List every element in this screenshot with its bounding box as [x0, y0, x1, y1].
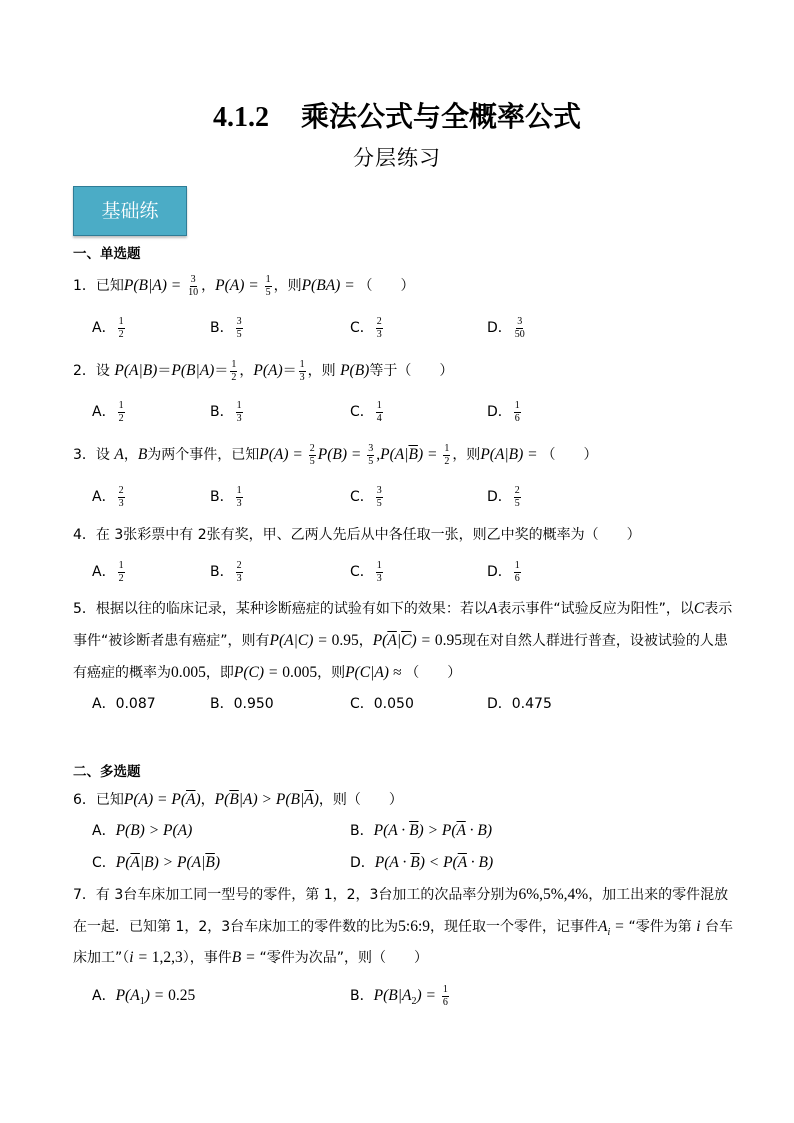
math-complement-letter: $\overline{B}$ — [409, 822, 419, 839]
section-number: 4.1.2 — [212, 102, 269, 133]
text-run: ， — [239, 363, 254, 379]
text-run: A． — [92, 404, 116, 420]
fraction — [236, 401, 243, 424]
math-complement-letter: $\overline{A}$ — [130, 854, 140, 871]
question-5-line-1 — [73, 597, 732, 621]
section-heading-single-choice: 一、单选题 — [73, 246, 141, 262]
title-text: 乘法公式与全概率公式 — [300, 101, 581, 132]
fraction-numerator: 1 — [236, 484, 242, 496]
option-a — [92, 399, 127, 425]
math-expression: P(A · — [373, 822, 410, 839]
fraction-numerator: 1 — [118, 315, 124, 327]
fraction — [265, 275, 272, 298]
text-run: C． — [350, 320, 374, 336]
math-number: 0.25 — [168, 987, 196, 1004]
math-number: 6%,5%,4% — [518, 886, 589, 903]
fraction — [514, 401, 521, 424]
text-run: 事件“被诊断者患有癌症”，则有 — [73, 633, 270, 649]
option-b — [350, 818, 492, 844]
fraction-denominator: 3 — [299, 371, 305, 383]
question-6-options-row-2 — [73, 850, 733, 876]
section-heading-multiple-choice: 二、多选题 — [73, 764, 141, 780]
text-run: B．0.950 — [210, 696, 274, 712]
fraction-numerator: 3 — [236, 315, 242, 327]
text-run: 7．有 3台车床加工同一型号的零件，第 1，2，3台加工的次品率分别为 — [73, 887, 519, 903]
math-expression: P(A — [115, 987, 140, 1004]
fraction — [376, 561, 383, 584]
fraction-denominator: 5 — [265, 286, 271, 298]
fraction — [514, 561, 521, 584]
fraction-numerator: 3 — [368, 442, 374, 454]
math-expression: ) — [195, 791, 201, 808]
fraction-denominator: 5 — [376, 497, 382, 509]
option-b — [210, 559, 245, 585]
math-expression: P(C) = — [233, 664, 283, 681]
text-run: ，则 — [317, 665, 346, 681]
math-expression: P(A|B) — [114, 362, 158, 379]
math-expression: P(B|A) = — [123, 277, 186, 294]
text-run: ，即 — [205, 665, 234, 681]
text-run: ＝ — [157, 363, 172, 379]
option-a — [92, 983, 195, 1009]
option-d — [350, 850, 493, 876]
question-5-line-2 — [73, 629, 728, 653]
fraction-numerator: 3 — [376, 484, 382, 496]
math-expression: P(A| — [380, 446, 409, 463]
option-d — [487, 559, 523, 585]
option-a — [92, 818, 192, 844]
math-complement-letter: $\overline{B}$ — [408, 446, 418, 463]
text-run: （ ） — [358, 278, 415, 294]
math-expression: ) — [214, 854, 220, 871]
fraction-denominator: 3 — [236, 412, 242, 424]
option-b — [210, 484, 245, 510]
text-run: A． — [92, 988, 116, 1004]
math-complement-letter: $\overline{A}$ — [304, 791, 314, 808]
text-run: ， — [358, 633, 373, 649]
fraction — [299, 360, 306, 383]
text-run: ），事件 — [182, 950, 232, 966]
fraction-numerator: 1 — [299, 358, 305, 370]
fraction-denominator: 50 — [514, 328, 525, 340]
text-run: ，则 — [273, 278, 302, 294]
math-subscript: 2 — [411, 995, 417, 1007]
math-expression: P(B|A) — [171, 362, 215, 379]
text-run: B． — [210, 404, 234, 420]
fraction — [230, 360, 237, 383]
math-subscript: i — [607, 926, 611, 938]
question-1-options — [73, 315, 733, 341]
page-subtitle: 分层练习 — [353, 146, 441, 170]
question-4-options — [73, 559, 733, 585]
fraction — [514, 317, 526, 340]
text-run: ， — [201, 278, 216, 294]
fraction-numerator: 2 — [236, 559, 242, 571]
text-run: A． — [92, 320, 116, 336]
option-b — [210, 691, 274, 717]
fraction-denominator: 5 — [309, 455, 315, 467]
question-7-line-1 — [73, 883, 728, 907]
option-d — [487, 399, 523, 425]
text-run: B． — [210, 564, 234, 580]
fraction-numerator: 1 — [376, 399, 382, 411]
fraction-denominator: 2 — [118, 412, 124, 424]
fraction-denominator: 5 — [236, 328, 242, 340]
fraction-numerator: 2 — [376, 315, 382, 327]
math-expression: |A) > P(B| — [238, 791, 305, 808]
math-expression: · B) — [466, 854, 494, 871]
fraction — [187, 275, 199, 298]
fraction — [442, 985, 449, 1008]
fraction-denominator: 2 — [118, 328, 124, 340]
option-a — [92, 484, 127, 510]
fraction — [236, 317, 243, 340]
fraction — [309, 444, 316, 467]
question-3-options — [73, 484, 733, 510]
fraction — [376, 486, 383, 509]
question-1-line-1 — [73, 274, 415, 298]
option-a — [92, 691, 156, 717]
fraction-denominator: 6 — [514, 412, 520, 424]
math-expression: A — [487, 600, 498, 617]
question-4-line-1 — [73, 523, 641, 547]
text-run: B． — [210, 320, 234, 336]
text-run: 表示事件“试验反应为阳性”，以 — [497, 601, 694, 617]
fraction-numerator: 1 — [514, 399, 520, 411]
math-expression: P(A) = — [259, 446, 307, 463]
fraction-numerator: 1 — [236, 399, 242, 411]
text-run: ＝ — [214, 363, 229, 379]
math-expression: = — [610, 918, 629, 935]
option-d — [487, 315, 528, 341]
option-b — [350, 983, 451, 1009]
text-run: 表示 — [704, 601, 733, 617]
fraction-denominator: 3 — [236, 497, 242, 509]
text-run: （ ） — [541, 447, 598, 463]
fraction-denominator: 3 — [118, 497, 124, 509]
option-c — [350, 399, 385, 425]
question-6-line-1 — [73, 788, 403, 812]
page-title — [0, 100, 794, 135]
text-run: C． — [350, 564, 374, 580]
text-run: 现在对自然人群进行普查，设被试验的人患 — [461, 633, 728, 649]
fraction-numerator: 1 — [118, 399, 124, 411]
math-expression: A — [598, 918, 608, 935]
text-run: 1．已知 — [73, 278, 124, 294]
fraction-numerator: 1 — [514, 559, 520, 571]
question-6-options-row-1 — [73, 818, 733, 844]
question-5-options — [73, 691, 733, 717]
question-5-line-3 — [73, 661, 461, 685]
option-c — [350, 691, 414, 717]
option-a — [92, 559, 127, 585]
question-2-line-1 — [73, 359, 453, 383]
fraction-denominator: 5 — [514, 497, 520, 509]
fraction-denominator: 2 — [118, 572, 124, 584]
text-run: D． — [487, 320, 512, 336]
math-number: 0.005 — [282, 664, 318, 681]
math-complement-letter: $\overline{C}$ — [401, 632, 412, 649]
fraction-denominator: 6 — [514, 572, 520, 584]
math-expression: ) = — [416, 987, 440, 1004]
text-run: ， — [200, 792, 215, 808]
option-c — [350, 484, 385, 510]
fraction-denominator: 2 — [444, 455, 450, 467]
question-7-line-2 — [73, 915, 733, 939]
math-expression: |B) > P(A| — [139, 854, 206, 871]
fraction-numerator: 3 — [517, 315, 523, 327]
question-3-line-1 — [73, 443, 598, 467]
question-7-options — [73, 983, 733, 1009]
fraction-denominator: 3 — [376, 328, 382, 340]
math-expression: B = — [231, 949, 260, 966]
math-number: 0.005 — [171, 664, 206, 681]
text-run: C． — [350, 404, 374, 420]
fraction-denominator: 3 — [236, 572, 242, 584]
fraction-denominator: 2 — [231, 371, 237, 383]
fraction-denominator: 3 — [376, 572, 382, 584]
math-expression: · B) — [465, 822, 493, 839]
text-run: ，加工出来的零件混放 — [588, 887, 729, 903]
text-run: 为两个事件，已知 — [147, 447, 260, 463]
math-expression: i — [696, 918, 701, 935]
math-expression: P(B) > P(A) — [115, 822, 193, 839]
text-run: ，则 — [307, 363, 341, 379]
math-number: 0.95 — [331, 632, 359, 649]
math-expression: P(A) = — [215, 277, 263, 294]
math-expression: ) = — [417, 446, 442, 463]
text-run: B． — [350, 988, 374, 1004]
math-expression: P(BA) = — [301, 277, 359, 294]
option-d — [487, 484, 523, 510]
math-expression: ) > P( — [418, 822, 457, 839]
fraction — [443, 444, 450, 467]
math-expression: ) = — [144, 987, 169, 1004]
math-expression: A — [114, 446, 124, 463]
math-expression: ) = — [411, 632, 435, 649]
math-expression: i = — [129, 949, 152, 966]
fraction-numerator: 1 — [265, 273, 271, 285]
math-number: , — [376, 446, 381, 463]
option-c — [350, 559, 385, 585]
math-expression: P(A · — [374, 854, 411, 871]
text-run: ，则（ ） — [318, 792, 403, 808]
math-expression: P(A|B) = — [480, 446, 542, 463]
text-run: D． — [487, 489, 512, 505]
text-run: ＝ — [282, 363, 297, 379]
math-expression: ) < P( — [419, 854, 458, 871]
text-run: 4．在 3张彩票中有 2张有奖，甲、乙两人先后从中各任取一张，则乙中奖的概率为（ ） — [73, 527, 641, 543]
math-complement-letter: $\overline{B}$ — [205, 854, 215, 871]
fraction — [376, 401, 383, 424]
text-run: A． — [92, 564, 116, 580]
math-expression: P(B) — [340, 362, 370, 379]
text-run: C． — [92, 855, 116, 871]
fraction-numerator: 3 — [190, 273, 196, 285]
math-expression: P(B|A — [373, 987, 412, 1004]
math-expression: B — [137, 446, 148, 463]
text-run: A．0.087 — [92, 696, 156, 712]
option-a — [92, 315, 127, 341]
text-run: D． — [487, 404, 512, 420]
fraction-numerator: 1 — [118, 559, 124, 571]
text-run: B． — [350, 823, 374, 839]
fraction — [118, 401, 125, 424]
math-expression: P(A) = P( — [123, 791, 187, 808]
fraction-denominator: 5 — [368, 455, 374, 467]
text-run: ， — [123, 447, 138, 463]
text-run: C． — [350, 489, 374, 505]
math-complement-letter: $\overline{A}$ — [456, 822, 466, 839]
text-run: （ ） — [405, 665, 462, 681]
math-complement-letter: $\overline{A}$ — [387, 632, 397, 649]
math-expression: P( — [372, 632, 388, 649]
fraction-denominator: 4 — [376, 412, 382, 424]
math-expression: P(A) — [253, 362, 283, 379]
fraction-numerator: 2 — [309, 442, 315, 454]
text-run: “零件为次品”，则（ ） — [259, 950, 428, 966]
question-7-line-3 — [73, 946, 428, 970]
fraction-denominator: 10 — [188, 286, 199, 298]
math-subscript: 1 — [139, 995, 145, 1007]
fraction-numerator: 1 — [442, 983, 448, 995]
math-complement-letter: $\overline{B}$ — [410, 854, 420, 871]
fraction — [376, 317, 383, 340]
fraction — [118, 486, 125, 509]
fraction — [514, 486, 521, 509]
option-b — [210, 315, 245, 341]
text-run: “零件为第 — [628, 919, 697, 935]
level-badge — [73, 186, 187, 236]
text-run: ，现任取一个零件，记事件 — [430, 919, 599, 935]
math-number: 5:6:9 — [398, 918, 431, 935]
text-run: D．0.475 — [487, 696, 552, 712]
text-run: A． — [92, 489, 116, 505]
fraction-numerator: 2 — [118, 484, 124, 496]
text-run: 3．设 — [73, 447, 115, 463]
text-run: 等于（ ） — [369, 363, 454, 379]
text-run: D． — [350, 855, 375, 871]
option-b — [210, 399, 245, 425]
text-run: 6．已知 — [73, 792, 124, 808]
math-complement-letter: $\overline{A}$ — [186, 791, 196, 808]
math-expression: P(B) = — [317, 446, 366, 463]
question-2-options — [73, 399, 733, 425]
text-run: 2．设 — [73, 363, 115, 379]
math-expression: ) — [313, 791, 319, 808]
math-expression: P( — [214, 791, 230, 808]
fraction-denominator: 6 — [442, 996, 448, 1008]
text-run: D． — [487, 564, 512, 580]
option-c — [350, 315, 385, 341]
fraction — [118, 317, 125, 340]
math-expression: P(C|A) ≈ — [345, 664, 406, 681]
fraction-numerator: 1 — [376, 559, 382, 571]
text-run: 5．根据以往的临床记录，某种诊断癌症的试验有如下的效果：若以 — [73, 601, 488, 617]
fraction — [118, 561, 125, 584]
math-number: 0.95 — [434, 632, 462, 649]
text-run: C．0.050 — [350, 696, 414, 712]
math-complement-letter: $\overline{B}$ — [229, 791, 239, 808]
text-run: 在一起．已知第 1，2，3台车床加工的零件数的比为 — [73, 919, 399, 935]
fraction — [367, 444, 374, 467]
text-run: 有癌症的概率为 — [73, 665, 171, 681]
option-c — [92, 850, 220, 876]
fraction-numerator: 1 — [444, 442, 450, 454]
math-number: 1,2,3 — [151, 949, 183, 966]
math-expression: C — [693, 600, 705, 617]
fraction — [236, 561, 243, 584]
fraction-numerator: 1 — [231, 358, 237, 370]
text-run: 台车 — [700, 919, 733, 935]
math-complement-letter: $\overline{A}$ — [457, 854, 467, 871]
fraction-numerator: 2 — [514, 484, 520, 496]
math-expression: | — [396, 632, 402, 649]
level-badge-label: 基础练 — [101, 200, 159, 222]
fraction — [236, 486, 243, 509]
text-run: ，则 — [452, 447, 481, 463]
option-d — [487, 691, 552, 717]
text-run: A． — [92, 823, 116, 839]
text-run: 床加工”（ — [73, 950, 130, 966]
math-expression: P(A|C) = — [269, 632, 332, 649]
math-expression: P( — [115, 854, 131, 871]
text-run: B． — [210, 489, 234, 505]
